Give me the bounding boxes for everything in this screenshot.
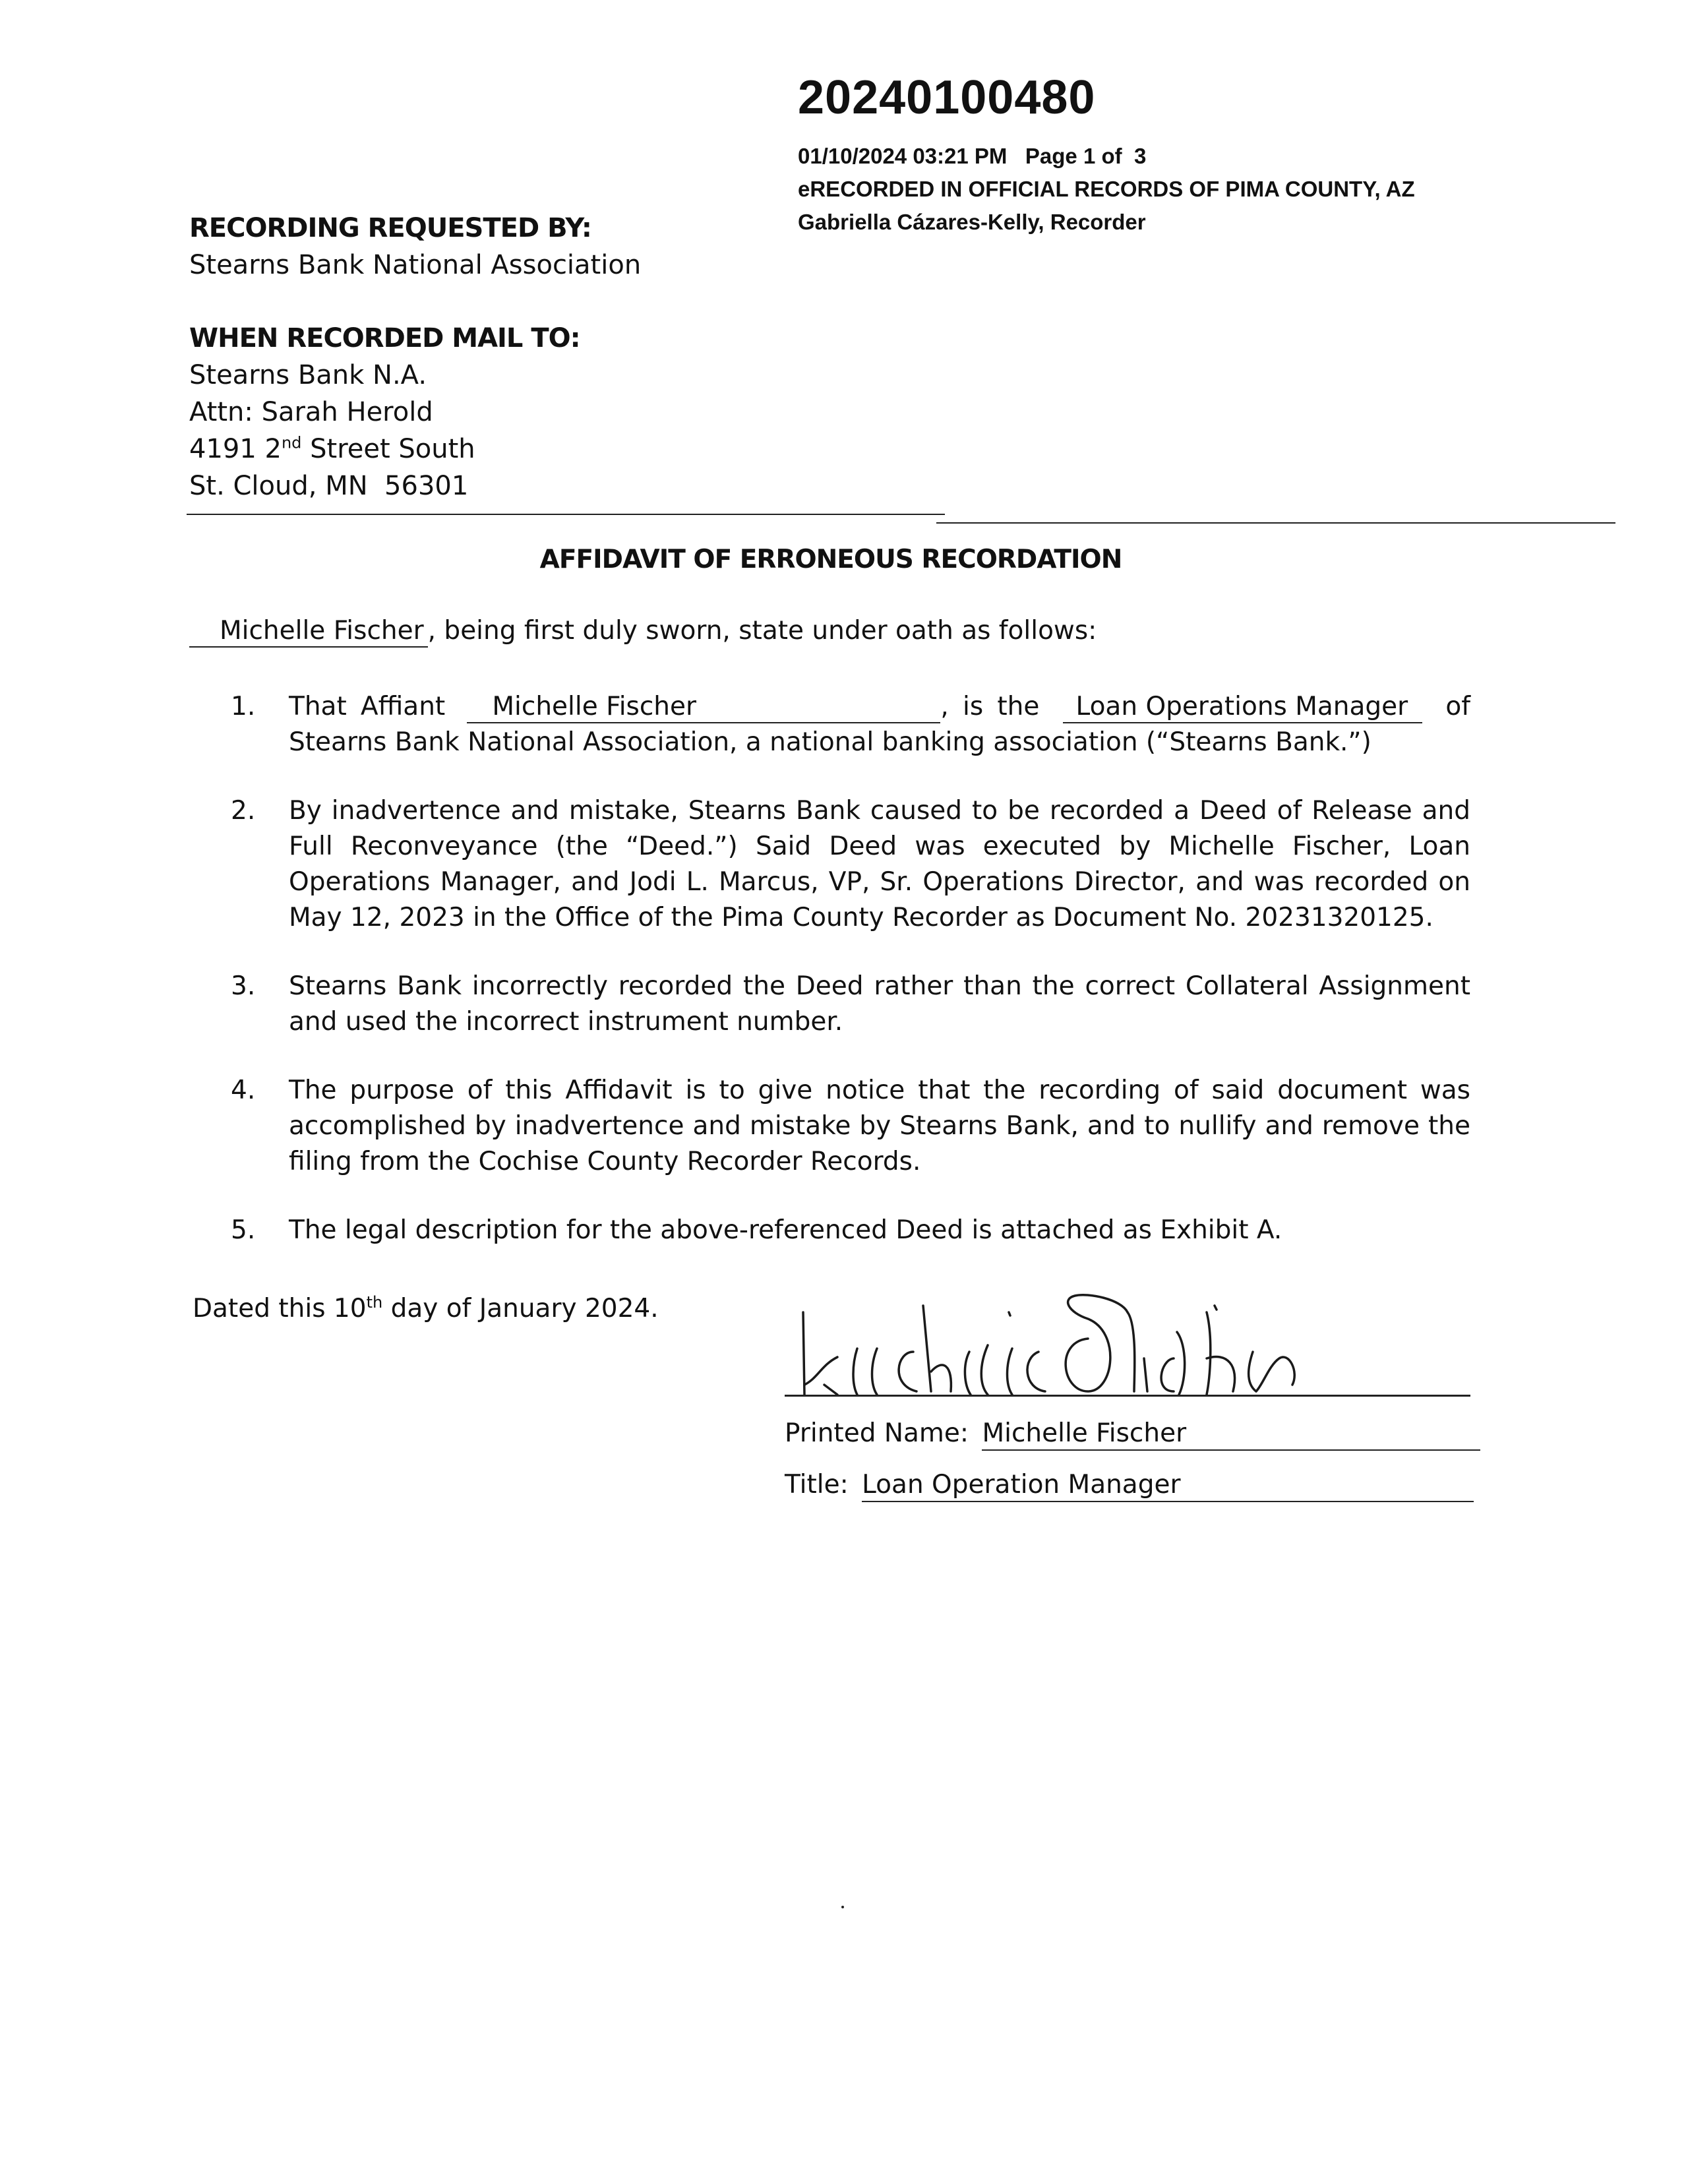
requested-by-name: Stearns Bank National Association	[189, 250, 642, 280]
printed-name-value: Michelle Fischer	[982, 1418, 1480, 1451]
header-divider-right	[936, 522, 1615, 524]
header-divider-left	[187, 514, 945, 515]
item1-position: Loan Operations Manager	[1063, 692, 1423, 723]
numbered-items	[231, 689, 1470, 1281]
mail-to-block	[189, 320, 580, 504]
mail-to-line1: Stearns Bank N.A.	[189, 360, 427, 390]
requested-by-heading: RECORDING REQUESTED BY:	[189, 213, 591, 243]
recording-datetime: 01/10/2024 03:21 PM Page 1 of 3	[798, 144, 1147, 168]
recorder-name: Gabriella Cázares-Kelly, Recorder	[798, 210, 1146, 234]
intro-line	[189, 616, 1097, 648]
printed-name-line	[785, 1418, 1480, 1451]
recording-stamp	[798, 71, 1415, 239]
mail-to-line4: St. Cloud, MN 56301	[189, 471, 469, 501]
list-item: 4. The purpose of this Affidavit is to give notice that the recording of said document was accomplished by inadvertence and mistake by Stearns Bank, and to nullify and remove the filing from the Cochise County Recorder Records.	[231, 1076, 1470, 1176]
list-item: 2. By inadvertence and mistake, Stearns Bank caused to be recorded a Deed of Release and Full Reconveyance (the “Deed.”) Said Deed was executed by Michelle Fischer, Loan Operations Manager, and Jodi L. Marcus, VP, Sr. Operations Director, and was recorded on May 12, 2023 in the Office of the Pima County Recorder as Document No. 20231320125.	[231, 796, 1470, 932]
stray-mark	[841, 1906, 844, 1908]
dated-line: Dated this 10th day of January 2024.	[193, 1293, 659, 1323]
document-title: AFFIDAVIT OF ERRONEOUS RECORDATION	[539, 545, 1122, 574]
signer-title-value: Loan Operation Manager	[862, 1469, 1474, 1502]
recording-requested-block	[189, 210, 641, 284]
signer-title-line	[785, 1469, 1474, 1502]
document-number: 20240100480	[798, 71, 1096, 124]
mail-to-heading: WHEN RECORDED MAIL TO:	[189, 323, 580, 353]
recorded-in: eRECORDED IN OFFICIAL RECORDS OF PIMA COUNTY, AZ	[798, 177, 1415, 201]
item1-affiant: Michelle Fischer	[467, 692, 940, 723]
list-item: 5. The legal description for the above-referenced Deed is attached as Exhibit A.	[231, 1215, 1282, 1245]
intro-affiant-name: Michelle Fischer	[189, 616, 428, 648]
mail-to-line2: Attn: Sarah Herold	[189, 397, 433, 427]
signer-title-label: Title:	[785, 1470, 849, 1500]
printed-name-label: Printed Name:	[785, 1418, 969, 1448]
list-item: 1. That Affiant Michelle Fischer , is the Loan Operations Manager of Stearns Bank National Association, a national banking association (“Stearns Bank.”)	[231, 692, 1470, 757]
signature-image	[778, 1286, 1470, 1398]
signature-line	[785, 1395, 1470, 1397]
list-item: 3. Stearns Bank incorrectly recorded the Deed rather than the correct Collateral Assignment and used the incorrect instrument number.	[231, 971, 1470, 1037]
mail-to-street: 4191 2nd Street South	[189, 433, 475, 464]
intro-text: , being first duly sworn, state under oath as follows:	[427, 616, 1097, 646]
